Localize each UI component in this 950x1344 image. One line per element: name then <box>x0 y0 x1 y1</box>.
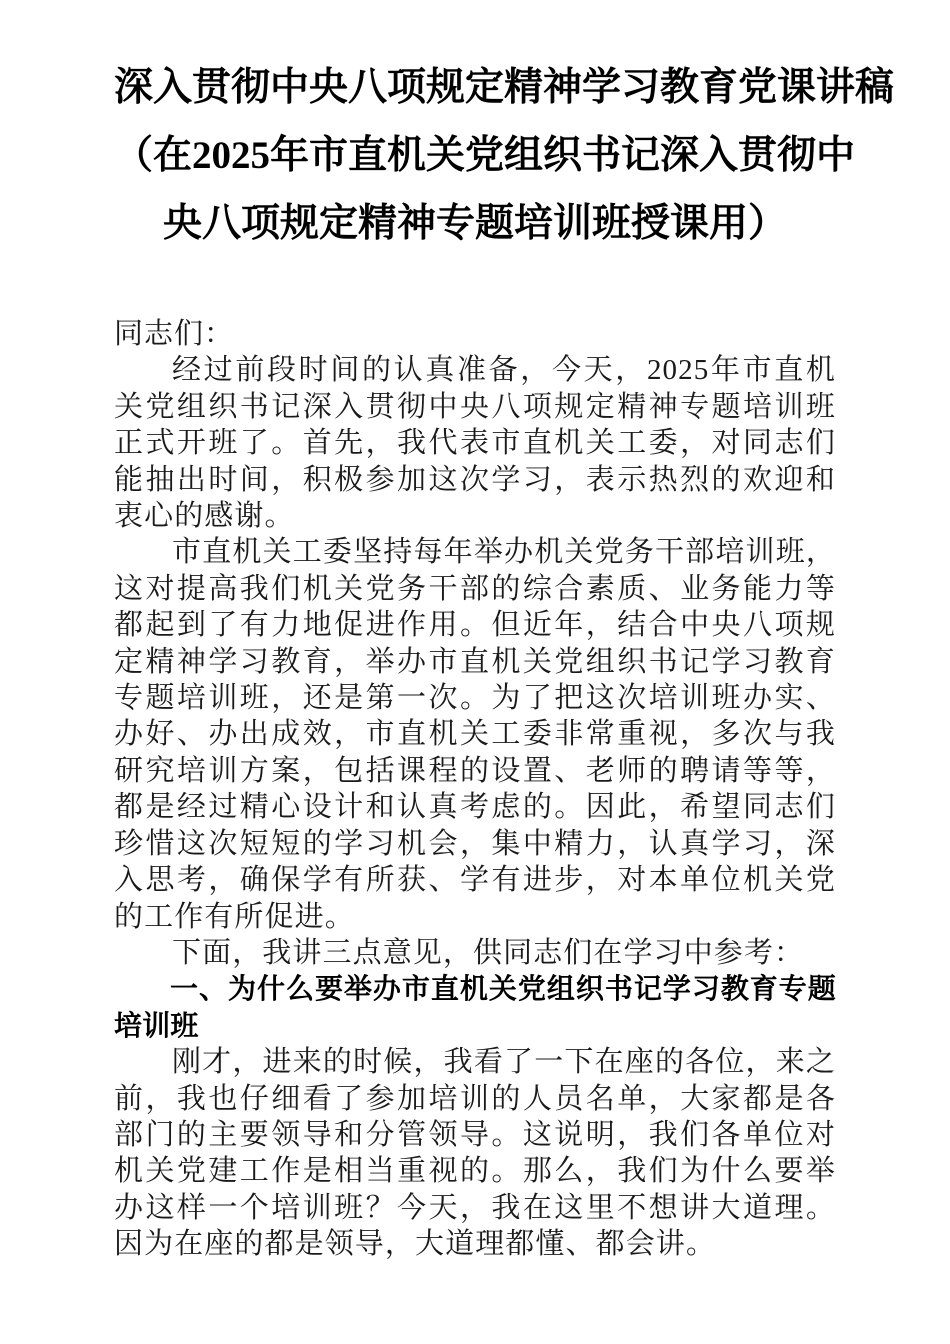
body-paragraph-3: 下面，我讲三点意见，供同志们在学习中参考： <box>172 936 805 969</box>
document-title-line-3: 央八项规定精神专题培训班授课用） <box>162 202 787 245</box>
document-content <box>114 0 895 1263</box>
body-paragraph-2: 市直机关工委坚持每年举办机关党务干部培训班，这对提高我们机关党务干部的综合素质、业务能力等都起到了有力地促进作用。但近年，结合中央八项规定精神学习教育，举办市直机关党组织书记学习教育专题培训班，还是第一次。为了把这次培训班办实、办好、办出成效，市直机关工委非常重视，多次与我研究培训方案，包括课程的设置、老师的聘请等等，都是经过精心设计和认真考虑的。因此，希望同志们珍惜这次短短的学习机会，集中精力，认真学习，深入思考，确保学有所获、学有进步，对本单位机关党的工作有所促进。 <box>114 536 836 933</box>
document-title <box>114 54 895 258</box>
body-paragraph-4: 刚才，进来的时候，我看了一下在座的各位，来之前，我也仔细看了参加培训的人员名单，大家都是各部门的主要领导和分管领导。这说明，我们各单位对机关党建工作是相当重视的。那么，我们为什么要举办这样一个培训班？今天，我在这里不想讲大道理。因为在座的都是领导，大道理都懂、都会讲。 <box>114 1046 836 1261</box>
body-paragraph-1: 经过前段时间的认真准备，今天，2025年市直机关党组织书记深入贯彻中央八项规定精神专题培训班正式开班了。首先，我代表市直机关工委，对同志们能抽出时间，积极参加这次学习，表示热烈的欢迎和衷心的感谢。 <box>114 354 836 533</box>
document-body <box>114 316 836 1263</box>
salutation: 同志们： <box>114 318 235 350</box>
document-title-line-2: （在2025年市直机关党组织书记深入贯彻中 <box>114 134 856 177</box>
section-heading-1: 一、为什么要举办市直机关党组织书记学习教育专题培训班 <box>114 973 836 1041</box>
title-top-spacer <box>114 0 836 54</box>
document-title-line-1: 深入贯彻中央八项规定精神学习教育党课讲稿 <box>114 66 895 109</box>
title-bottom-spacer <box>114 258 836 316</box>
